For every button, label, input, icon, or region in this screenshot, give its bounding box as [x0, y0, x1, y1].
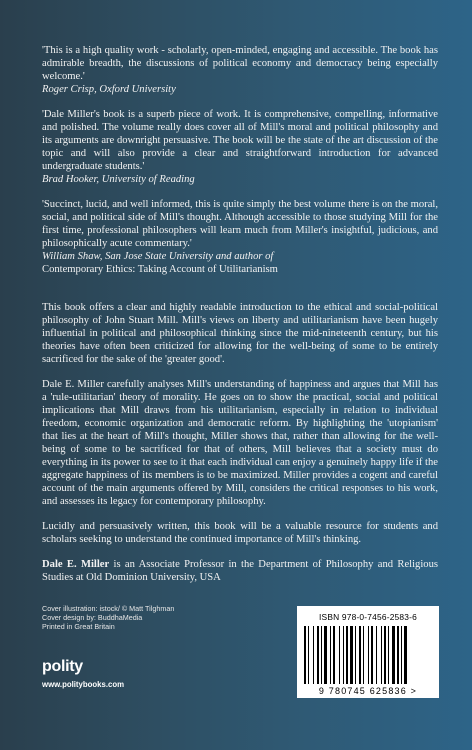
barcode-bar: [308, 626, 309, 684]
author-bio: [42, 558, 438, 584]
printed-in: Printed in Great Britain: [42, 622, 115, 632]
barcode-bar: [313, 626, 314, 684]
barcode-bar: [355, 626, 356, 684]
barcode-bar: [346, 626, 348, 684]
barcode-bar: [401, 626, 402, 684]
barcode-bar: [363, 626, 364, 684]
quote-text: 'This is a high quality work - scholarly, open-minded, engaging and accessible. The book has admirable breadth, the discussions of political economy and democracy being especially welcome.': [42, 45, 438, 82]
illustration-credit: Cover illustration: istock/ © Matt Tilghman: [42, 604, 175, 613]
quote-attribution-book: Contemporary Ethics: Taking Account of Utilitarianism: [42, 264, 278, 275]
barcode-bar: [333, 626, 335, 684]
barcode-bar: [317, 626, 319, 684]
design-credit: Cover design by: BuddhaMedia: [42, 613, 143, 623]
barcode-bar: [397, 626, 399, 684]
barcode-bar: [384, 626, 386, 684]
book-description: [42, 301, 438, 596]
quote-text: 'Succinct, lucid, and well informed, this is quite simply the best volume there is on the moral, social, and political side of Mill's thought. Although accessible to those studying Mill for the first time, professional philosophers will learn much from Miller's insightful, judicious, and philosophically acute commentary.': [42, 199, 438, 249]
author-name: Dale E. Miller: [42, 559, 110, 570]
barcode-bar: [304, 626, 306, 684]
barcode-bar: [371, 626, 373, 684]
barcode-bar: [330, 626, 331, 684]
review-quote-2: [42, 108, 438, 186]
quote-text: 'Dale Miller's book is a superb piece of work. It is comprehensive, compelling, informative and polished. The volume really does cover all of Mill's moral and political philosophy and its arguments are downright persuasive. The book will be the state of the art discussion of the topic and will also provide a clear and straightforward introduction for advanced undergraduate students.': [42, 109, 438, 172]
barcode-bar: [388, 626, 389, 684]
barcode-bar: [359, 626, 361, 684]
description-paragraph-1: This book offers a clear and highly readable introduction to the ethical and social-political philosophy of John Stuart Mill. Mill's views on liberty and utilitarianism have been hugely influential in political and philosophical thinking since the mid-nineteenth century, but his theories have often been criticized for allowing for the well-being of some to be entirely sacrificed for the sake of the 'greater good'.: [42, 302, 438, 365]
barcode-number: 9 780745 625836 >: [318, 686, 418, 696]
publisher-url[interactable]: www.politybooks.com: [42, 680, 125, 689]
quote-attribution: Brad Hooker, University of Reading: [42, 174, 195, 185]
barcode-bar: [376, 626, 377, 684]
barcode-bar: [350, 626, 353, 684]
barcode-bar: [339, 626, 340, 684]
review-quotes: [42, 44, 438, 288]
barcode-bar: [324, 626, 327, 684]
barcode-bar: [321, 626, 322, 684]
barcode-bar: [381, 626, 382, 684]
quote-attribution: William Shaw, San Jose State University and author of: [42, 251, 274, 262]
quote-attribution: Roger Crisp, Oxford University: [42, 84, 176, 95]
barcode-icon: [304, 626, 432, 684]
description-paragraph-2: Dale E. Miller carefully analyses Mill's understanding of happiness and argues that Mill has a 'rule-utilitarian' theory of morality. He goes on to show the practical, social and political implications that Mill draws from his utilitarianism, especially in relation to individual freedom, economic organization and democratic reform. By highlighting the 'utopianism' that lies at the heart of Mill's thought, Miller shows that, rather than allowing for the well-being of some to be sacrificed for that of others, Mill believes that a society must do everything in its power to see to it that each individual can enjoy a genuinely happy life if the aggregate happiness of its members is to be maximized. Miller provides a cogent and careful account of the main arguments offered by Mill, considers the critical responses to his work, and assesses its legacy for contemporary philosophy.: [42, 379, 438, 507]
barcode-panel: [297, 606, 439, 698]
barcode-bar: [343, 626, 344, 684]
publisher-logo: polity: [42, 658, 83, 675]
review-quote-1: [42, 44, 438, 96]
isbn-label: ISBN 978-0-7456-2583-6: [319, 612, 417, 622]
barcode-bar: [392, 626, 395, 684]
barcode-bar: [404, 626, 407, 684]
author-bio-text: is an Associate Professor in the Department of Philosophy and Religious Studies at Old Dominion University, USA: [42, 559, 438, 583]
review-quote-3: [42, 198, 438, 276]
description-paragraph-3: Lucidly and persuasively written, this book will be a valuable resource for students and scholars seeking to understand the continued importance of Mill's thinking.: [42, 521, 438, 545]
cover-credits: [42, 604, 242, 632]
barcode-bar: [368, 626, 369, 684]
